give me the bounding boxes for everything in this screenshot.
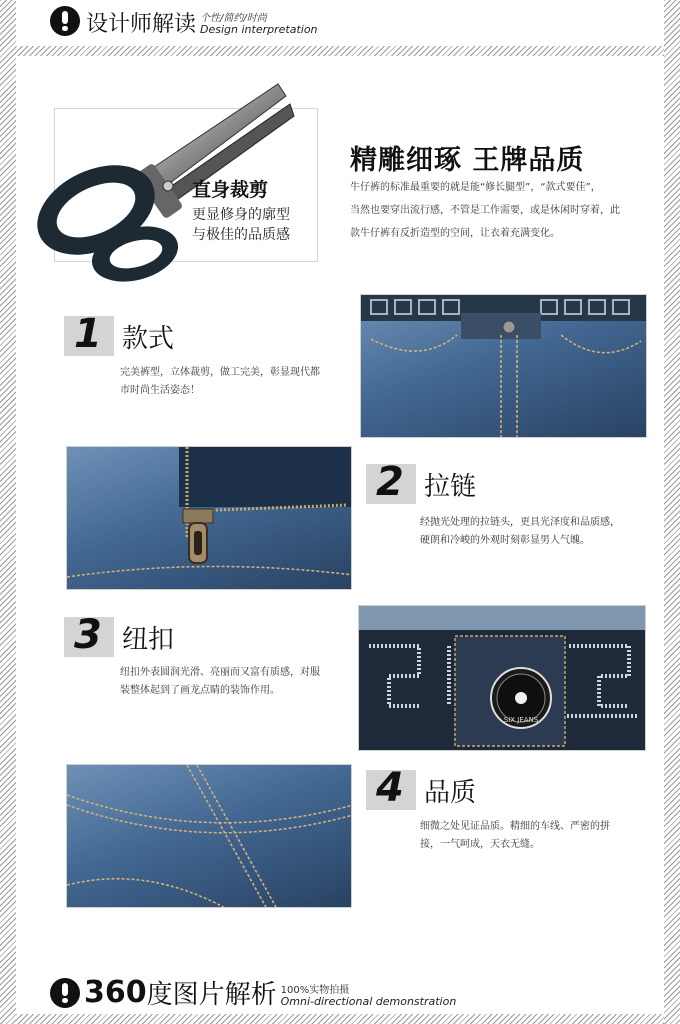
footer-subtitle-en: Omni-directional demonstration bbox=[280, 994, 457, 1008]
zipper-photo bbox=[66, 446, 352, 590]
feature-1-number: 1 bbox=[74, 311, 102, 357]
feature-1-label: 款式 bbox=[122, 323, 175, 354]
section-title: 设计师解读 bbox=[86, 12, 197, 37]
quality-headline: 精雕细琢 王牌品质 bbox=[350, 145, 585, 176]
intro-line-1: 牛仔裤的标准最重要的就是能“修长腿型”，“款式要佳”， bbox=[350, 182, 601, 193]
intro-line-2: 当然也要穿出流行感，不管是工作需要，或是休闲时穿着，此 bbox=[350, 205, 620, 216]
scissors-title: 直身裁剪 bbox=[192, 179, 269, 201]
header-hatched-divider bbox=[16, 46, 664, 56]
section-subtitle-en: Design interpretation bbox=[200, 22, 318, 36]
exclamation-icon bbox=[50, 6, 80, 36]
feature-1-description: 完美裤型，立体裁剪，做工完美，彰显现代都 市时尚生活姿态！ bbox=[120, 367, 320, 396]
feature-2-number: 2 bbox=[376, 459, 404, 505]
feature-4-label: 品质 bbox=[424, 777, 477, 808]
feature-2-label: 拉链 bbox=[424, 471, 477, 502]
scissors-line-2: 与极佳的品质感 bbox=[192, 227, 290, 243]
section-subtitle-cn: 个性/简约/时尚 bbox=[200, 12, 267, 24]
button-photo bbox=[358, 605, 646, 751]
scissors-line-1: 更显修身的廓型 bbox=[192, 207, 290, 223]
feature-2-heading bbox=[366, 459, 477, 505]
right-hatched-border bbox=[664, 0, 680, 1024]
feature-3-number: 3 bbox=[74, 612, 102, 658]
footer-number: 360 bbox=[84, 975, 147, 1010]
feature-4-heading bbox=[366, 765, 477, 811]
section-header bbox=[50, 6, 318, 36]
footer-title: 度图片解析 bbox=[146, 980, 277, 1010]
feature-4-description: 细微之处见证品质。精细的车线、严密的拼 接，一气呵成，天衣无缝。 bbox=[420, 821, 610, 850]
button-engraving: SIX JEANS bbox=[503, 716, 539, 724]
feature-3-label: 纽扣 bbox=[122, 624, 175, 655]
footer-header bbox=[50, 975, 457, 1010]
stitching-photo bbox=[66, 764, 352, 908]
feature-3-description: 纽扣外表圆润光滑、亮丽而又富有质感，对服 装整体起到了画龙点睛的装饰作用。 bbox=[120, 667, 320, 696]
exclamation-icon bbox=[50, 978, 80, 1008]
footer-subtitle-cn: 100%实物拍摄 bbox=[280, 984, 350, 996]
feature-4-number: 4 bbox=[376, 765, 404, 811]
waistband-photo bbox=[360, 294, 647, 438]
intro-line-3: 款牛仔裤有反折造型的空间，让衣着充满变化。 bbox=[350, 228, 560, 239]
feature-3-heading bbox=[64, 612, 175, 658]
left-hatched-border bbox=[0, 0, 16, 1024]
footer-hatched-divider bbox=[16, 1014, 664, 1024]
feature-2-description: 经抛光处理的拉链头，更具光泽度和品质感， 硬朗和冷峻的外观时刻彰显男人气魄。 bbox=[420, 517, 620, 546]
feature-1-heading bbox=[64, 311, 175, 357]
